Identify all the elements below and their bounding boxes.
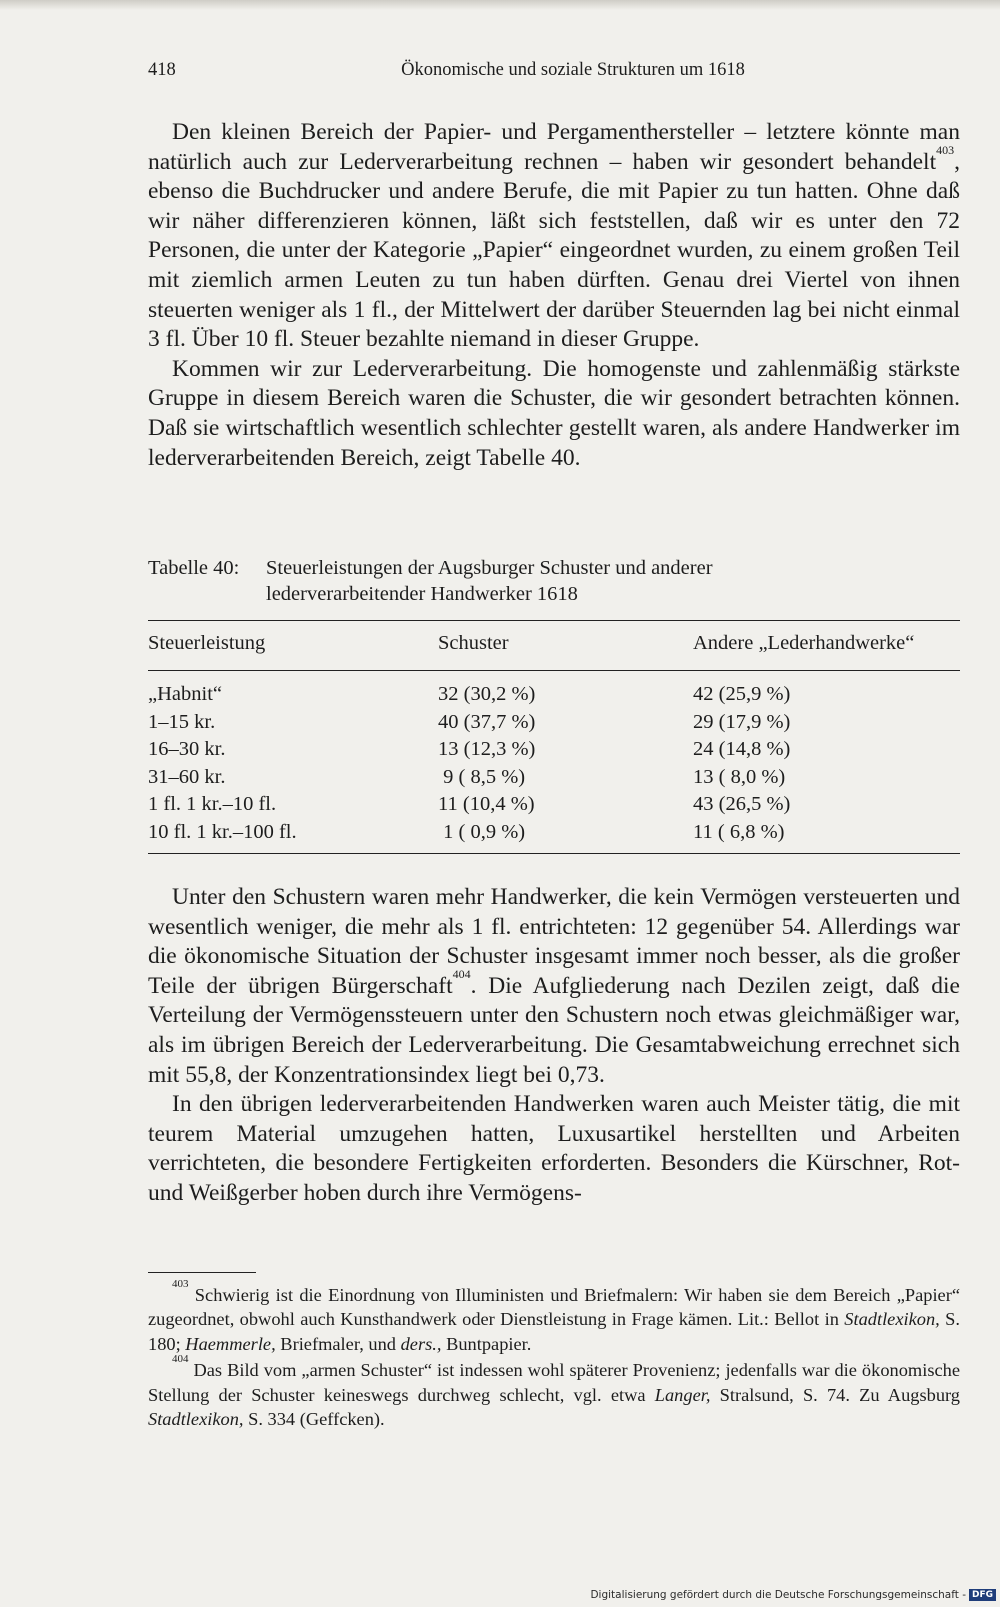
table-cell: 13 ( 8,0 %) <box>693 765 786 788</box>
table-cell: 42 (25,9 %) <box>693 683 791 705</box>
body-text-after-table <box>148 883 960 1209</box>
table-cell: 1 fl. 1 kr.–10 fl. <box>148 793 277 815</box>
footnote-number: 404 <box>172 1353 189 1366</box>
paragraph-text: Unter den Schustern waren mehr Handwerker, die kein Vermögen versteuerten und wesentlich weniger, die mehr als 1 fl. entrichteten: 12 gegenüber 54. Allerdings war die ökonomische Situation der Schuster insgesamt immer noch besser, als die großer Teile der übrigen Bürgerschaft <box>148 884 960 999</box>
page-header <box>148 60 958 90</box>
paragraph <box>148 355 960 473</box>
table-cell: 32 (30,2 %) <box>438 683 536 705</box>
table-cell: „Habnit“ <box>148 683 222 705</box>
table-header-row <box>148 632 960 660</box>
footnote-text: S. 180; <box>148 1309 960 1354</box>
table-cell: 29 (17,9 %) <box>693 710 791 733</box>
table-caption-line-2: lederverarbeitender Handwerker 1618 <box>266 583 578 605</box>
paragraph <box>148 118 960 355</box>
footnote-citation: Stadtlexikon, <box>148 1409 244 1430</box>
table-row <box>148 766 960 794</box>
table-cell: 40 (37,7 %) <box>438 710 536 733</box>
footnote-text: Schwierig ist die Einordnung von Illuministen und Briefmalern: Wir haben sie dem Bereich „Papier“ zugeordnet, obwohl auch Kunsthandwerk oder Dienstleistung in Frage kämen. Lit.: Bellot in <box>148 1285 960 1330</box>
table-header-cell: Andere „Lederhandwerke“ <box>693 632 915 654</box>
digitization-watermark <box>590 1589 996 1601</box>
table-cell: 10 fl. 1 kr.–100 fl. <box>148 820 297 843</box>
footnotes <box>148 1278 961 1433</box>
footnote-text: Buntpapier. <box>441 1333 532 1354</box>
footnote-citation: ders., <box>400 1333 442 1354</box>
table-top-rule <box>148 620 960 621</box>
table-row <box>148 711 960 739</box>
paragraph-text: Kommen wir zur Lederverarbeitung. Die homogenste und zahlenmäßig stärkste Gruppe in diesem Bereich waren die Schuster, die wir gesondert betrachten können. Daß sie wirtschaftlich wesentlich schlechter gestellt waren, als andere Handwerker im lederverarbeitenden Bereich, zeigt Tabelle 40. <box>148 355 960 471</box>
footnote-citation: Haemmerle, <box>185 1333 276 1354</box>
table-row <box>148 821 960 849</box>
paragraph-text: Den kleinen Bereich der Papier- und Pergamenthersteller – letztere könnte man natürlich auch zur Lederverarbeitung rechnen – haben wir gesondert behandelt <box>148 119 960 175</box>
table-cell: 43 (26,5 %) <box>693 793 791 815</box>
table-cell: 9 ( 8,5 %) <box>438 765 526 788</box>
footnote-text: Stralsund, S. 74. Zu Augsburg <box>710 1384 961 1405</box>
footnote-text: Das Bild vom „armen Schuster“ ist indessen wohl späterer Provenienz; jedenfalls war die ökonomische Stellung der Schuster keineswegs durchweg schlecht, vgl. etwa <box>148 1360 960 1405</box>
table-header-cell: Schuster <box>438 632 509 654</box>
table-header-rule <box>148 670 960 671</box>
table-cell: 1–15 kr. <box>148 710 216 733</box>
page-number: 418 <box>148 60 176 80</box>
dfg-logo-icon: DFG <box>969 1589 996 1601</box>
table-bottom-rule <box>148 853 960 854</box>
footnote-reference: 403 <box>936 142 955 157</box>
footnote-citation: Langer, <box>654 1384 711 1405</box>
body-text-before-table <box>148 118 960 473</box>
table-cell: 11 (10,4 %) <box>438 793 535 815</box>
paragraph <box>148 883 960 1090</box>
paragraph-text: In den übrigen lederverarbeitenden Handwerken waren auch Meister tätig, die mit teurem Material umzugehen hatten, Luxusartikel herstellten und Arbeiten verrichteten, die besondere Fertigkeiten erforderten. Besonders die Kürschner, Rot- und Weißgerber hoben durch ihre Vermögens- <box>148 1091 960 1206</box>
footnote-reference: 404 <box>452 966 471 981</box>
paragraph-text: . Die Aufgliederung nach Dezilen zeigt, daß die Verteilung der Vermögenssteuern unter den Schustern noch etwas gleichmäßiger war, als im übrigen Bereich der Lederverarbeitung. Die Gesamtabweichung errechnet sich mit 55,8, der Konzentrationsindex liegt bei 0,73. <box>148 972 960 1088</box>
table-cell: 1 ( 0,9 %) <box>438 820 526 843</box>
page-edge <box>0 0 1000 10</box>
paragraph-text: , ebenso die Buchdrucker und andere Berufe, die mit Papier zu tun hatten. Ohne daß wir näher differenzieren können, läßt sich feststellen, daß wir es unter den 72 Personen, die unter der Kategorie „Papier“ eingeordnet wurden, zu einem großen Teil mit ziemlich armen Leuten zu tun haben dürften. Genau drei Viertel von ihnen steuerten weniger als 1 fl., der Mittelwert der darüber Steuernden lag bei nicht einmal 3 fl. Über 10 fl. Steuer bezahlte niemand in dieser Gruppe. <box>148 148 960 353</box>
table-caption <box>148 555 960 607</box>
footnote-text: S. 334 (Geffcken). <box>243 1409 385 1430</box>
footnote-number: 403 <box>172 1278 189 1290</box>
footnote-citation: Stadtlexikon, <box>844 1309 940 1330</box>
footnote-separator <box>148 1272 256 1273</box>
table-cell: 13 (12,3 %) <box>438 738 536 760</box>
table-cell: 24 (14,8 %) <box>693 738 791 760</box>
footnote <box>148 1278 960 1356</box>
paragraph <box>148 1090 960 1208</box>
footnote <box>148 1353 961 1431</box>
running-title: Ökonomische und soziale Strukturen um 1618 <box>401 60 745 80</box>
table-cell: 11 ( 6,8 %) <box>693 820 785 843</box>
table-row <box>148 793 960 821</box>
table-caption-label: Tabelle 40: <box>148 557 240 579</box>
table-cell: 16–30 kr. <box>148 738 226 760</box>
table-body <box>148 683 960 848</box>
watermark-text: Digitalisierung gefördert durch die Deutsche Forschungsgemeinschaft - <box>590 1589 966 1601</box>
footnote-text: Briefmaler, und <box>275 1333 401 1354</box>
table-row <box>148 683 960 711</box>
table-caption-line-1: Steuerleistungen der Augsburger Schuster und anderer <box>266 557 713 579</box>
table-header-cell: Steuerleistung <box>148 632 266 654</box>
table-row <box>148 738 960 766</box>
table-cell: 31–60 kr. <box>148 765 226 788</box>
